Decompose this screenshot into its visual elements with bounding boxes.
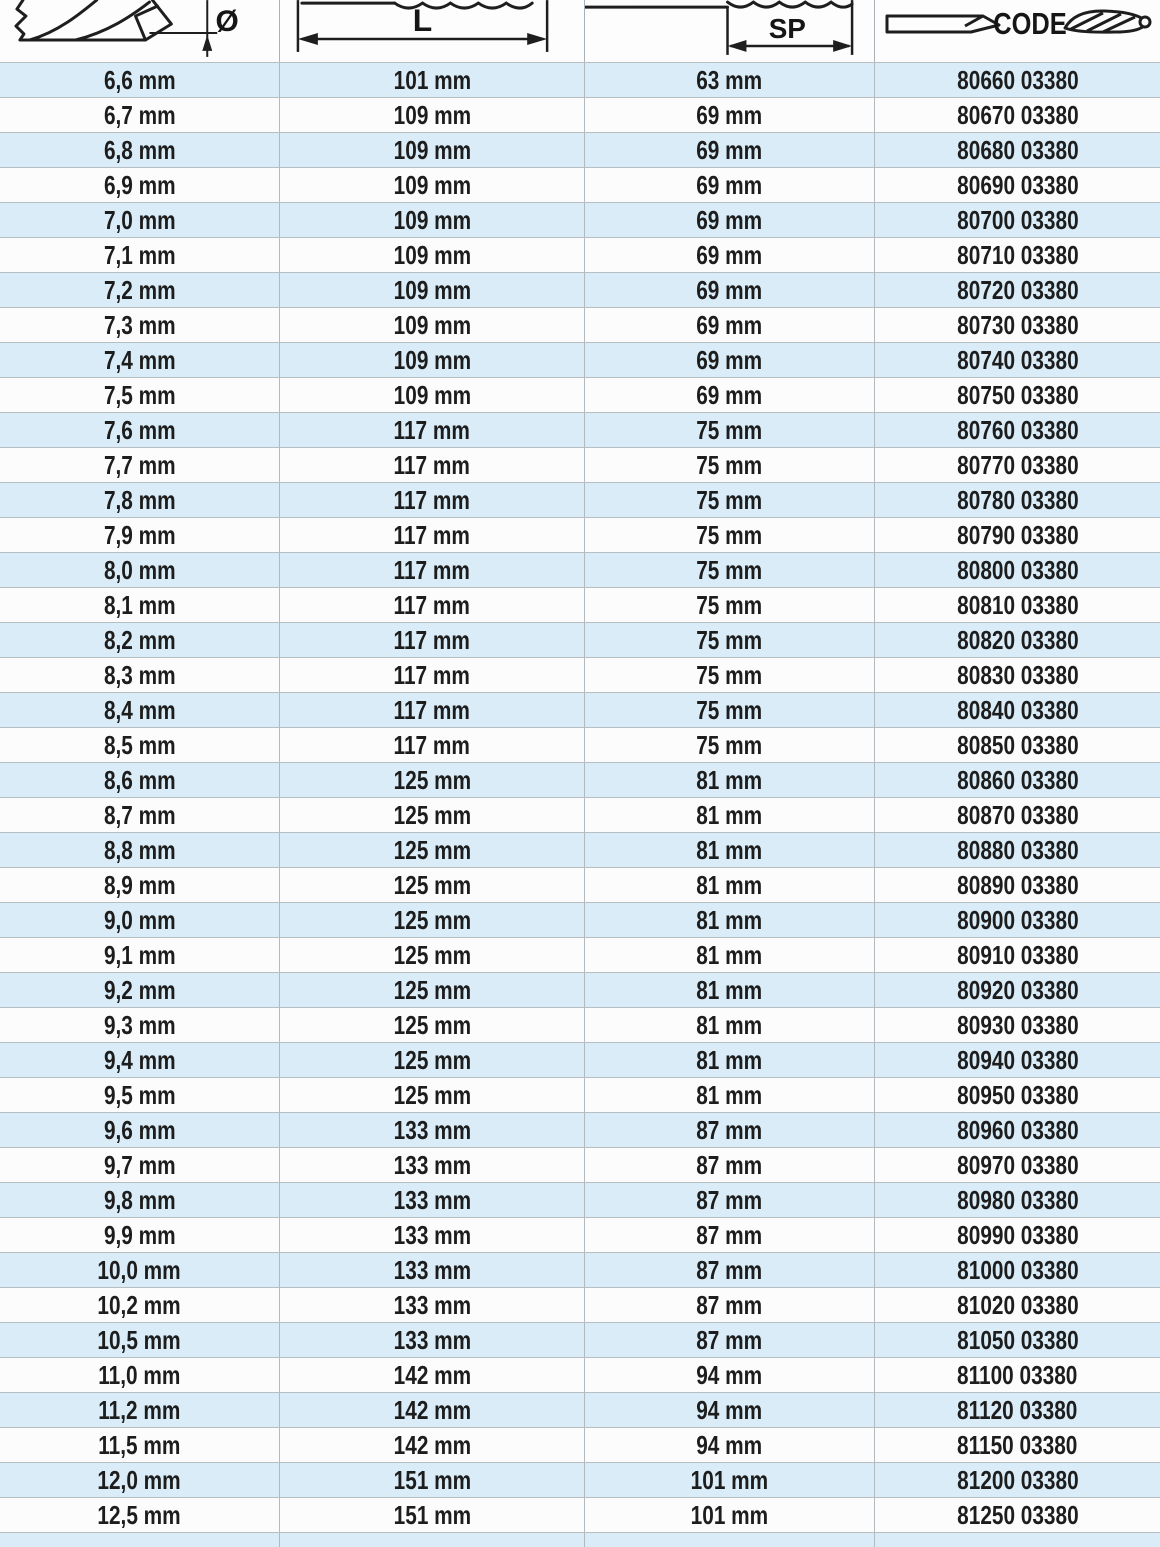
diameter-cell: 8,9 mm — [0, 868, 280, 902]
length-cell: 117 mm — [280, 693, 585, 727]
spec-row — [0, 867, 1160, 902]
diameter-cell: 8,5 mm — [0, 728, 280, 762]
code-cell: 80850 03380 — [956, 729, 1079, 760]
spiral-length-cell: 75 mm — [585, 553, 875, 587]
code-label: CODE — [993, 6, 1067, 42]
spec-row — [0, 1287, 1160, 1322]
spec-row — [0, 482, 1160, 517]
spiral-length-cell: 75 mm — [585, 588, 875, 622]
length-cell: 142 mm — [280, 1428, 585, 1462]
length-cell: 125 mm — [280, 1008, 585, 1042]
code-cell: 80670 03380 — [956, 99, 1079, 130]
spec-row — [0, 727, 1160, 762]
code-cell: 80800 03380 — [956, 554, 1079, 585]
spiral-length-cell: 75 mm — [585, 413, 875, 447]
diameter-cell: 9,0 mm — [0, 903, 280, 937]
diameter-cell: 7,2 mm — [0, 273, 280, 307]
spiral-length-cell: 81 mm — [585, 973, 875, 1007]
length-cell: 133 mm — [280, 1113, 585, 1147]
code-cell: 80760 03380 — [956, 414, 1079, 445]
spiral-length-cell: 101 mm — [585, 1498, 875, 1532]
length-cell: 109 mm — [280, 378, 585, 412]
spiral-length-cell: 69 mm — [585, 308, 875, 342]
spiral-length-cell: 75 mm — [585, 518, 875, 552]
spec-row — [0, 692, 1160, 727]
spec-row — [0, 622, 1160, 657]
code-cell: 80840 03380 — [956, 694, 1079, 725]
code-cell: 80870 03380 — [956, 799, 1079, 830]
spiral-length-cell: 69 mm — [585, 133, 875, 167]
drill-diameter-icon — [0, 0, 279, 62]
code-cell: 80730 03380 — [956, 309, 1079, 340]
spiral-length-cell: 69 mm — [585, 238, 875, 272]
spiral-length-cell: 87 mm — [585, 1148, 875, 1182]
code-cell: 80880 03380 — [956, 834, 1079, 865]
code-cell: 81120 03380 — [957, 1394, 1078, 1425]
code-cell: 80770 03380 — [956, 449, 1079, 480]
spec-row — [0, 902, 1160, 937]
spiral-length-cell: 75 mm — [585, 658, 875, 692]
diameter-cell: 7,6 mm — [0, 413, 280, 447]
spec-row — [0, 1427, 1160, 1462]
length-cell: 125 mm — [280, 903, 585, 937]
diameter-cell: 8,3 mm — [0, 658, 280, 692]
spec-row — [0, 1322, 1160, 1357]
diameter-cell: 8,1 mm — [0, 588, 280, 622]
diameter-cell: 9,4 mm — [0, 1043, 280, 1077]
spec-row — [0, 1217, 1160, 1252]
spiral-length-cell: 75 mm — [585, 728, 875, 762]
diameter-cell: 8,7 mm — [0, 798, 280, 832]
diameter-cell — [0, 1533, 280, 1547]
spiral-length-cell: 69 mm — [585, 273, 875, 307]
diameter-cell: 6,6 mm — [0, 63, 280, 97]
spec-row — [0, 447, 1160, 482]
diameter-cell: 8,0 mm — [0, 553, 280, 587]
spiral-length-cell: 81 mm — [585, 763, 875, 797]
code-cell: 81150 03380 — [957, 1429, 1078, 1460]
code-cell: 81050 03380 — [956, 1324, 1079, 1355]
spec-row — [0, 377, 1160, 412]
diameter-cell: 9,8 mm — [0, 1183, 280, 1217]
diameter-cell: 7,8 mm — [0, 483, 280, 517]
spiral-length-cell: 94 mm — [585, 1358, 875, 1392]
spiral-length-cell: 87 mm — [585, 1218, 875, 1252]
diameter-cell: 6,8 mm — [0, 133, 280, 167]
table-header — [0, 0, 1160, 62]
code-cell: 80820 03380 — [956, 624, 1079, 655]
length-cell — [280, 1533, 585, 1547]
code-cell: 80970 03380 — [956, 1149, 1079, 1180]
code-cell: 80900 03380 — [956, 904, 1079, 935]
length-cell: 117 mm — [280, 588, 585, 622]
drill-code-icon — [875, 0, 1160, 62]
length-cell: 151 mm — [280, 1463, 585, 1497]
spec-row — [0, 307, 1160, 342]
diameter-column-header — [0, 0, 280, 62]
spec-row — [0, 587, 1160, 622]
diameter-cell: 11,5 mm — [0, 1428, 280, 1462]
spiral-length-cell: 87 mm — [585, 1113, 875, 1147]
spiral-symbol-label: SP — [768, 12, 806, 44]
diameter-cell: 6,9 mm — [0, 168, 280, 202]
length-cell: 109 mm — [280, 343, 585, 377]
length-cell: 109 mm — [280, 168, 585, 202]
code-cell: 80910 03380 — [956, 939, 1079, 970]
diameter-cell: 9,3 mm — [0, 1008, 280, 1042]
code-cell: 80720 03380 — [956, 274, 1079, 305]
spec-row — [0, 1112, 1160, 1147]
code-cell: 80860 03380 — [956, 764, 1079, 795]
code-cell: 80700 03380 — [956, 204, 1079, 235]
length-cell: 133 mm — [280, 1253, 585, 1287]
spec-row — [0, 202, 1160, 237]
drill-length-icon — [280, 0, 584, 62]
length-cell: 142 mm — [280, 1358, 585, 1392]
spiral-length-cell: 69 mm — [585, 343, 875, 377]
diameter-cell: 9,7 mm — [0, 1148, 280, 1182]
length-cell: 109 mm — [280, 133, 585, 167]
code-cell: 81200 03380 — [956, 1464, 1079, 1495]
code-cell: 81250 03380 — [956, 1499, 1079, 1530]
diameter-cell: 9,1 mm — [0, 938, 280, 972]
diameter-cell: 12,0 mm — [0, 1463, 280, 1497]
diameter-cell: 7,5 mm — [0, 378, 280, 412]
spiral-length-cell: 87 mm — [585, 1183, 875, 1217]
length-cell: 133 mm — [280, 1323, 585, 1357]
diameter-cell: 9,5 mm — [0, 1078, 280, 1112]
spiral-length-cell: 75 mm — [585, 483, 875, 517]
length-cell: 125 mm — [280, 1078, 585, 1112]
spiral-length-cell: 94 mm — [585, 1428, 875, 1462]
spiral-length-cell: 63 mm — [585, 63, 875, 97]
drill-spiral-icon — [585, 0, 874, 62]
spec-row — [0, 1182, 1160, 1217]
length-cell: 109 mm — [280, 203, 585, 237]
code-cell: 80690 03380 — [956, 169, 1079, 200]
table-body — [0, 62, 1160, 1532]
length-column-header — [280, 0, 585, 62]
length-cell: 109 mm — [280, 98, 585, 132]
code-column-header — [875, 0, 1160, 62]
spec-row — [0, 1462, 1160, 1497]
length-cell: 133 mm — [280, 1288, 585, 1322]
length-cell: 117 mm — [280, 728, 585, 762]
spiral-length-cell: 81 mm — [585, 868, 875, 902]
diameter-cell: 10,0 mm — [0, 1253, 280, 1287]
diameter-cell: 9,2 mm — [0, 973, 280, 1007]
code-cell: 80810 03380 — [956, 589, 1079, 620]
diameter-cell: 7,4 mm — [0, 343, 280, 377]
spec-row — [0, 1392, 1160, 1427]
diameter-cell: 7,7 mm — [0, 448, 280, 482]
spec-row — [0, 552, 1160, 587]
spec-row — [0, 832, 1160, 867]
spiral-length-cell — [585, 1533, 875, 1547]
spiral-column-header — [585, 0, 875, 62]
spiral-length-cell: 101 mm — [585, 1463, 875, 1497]
length-cell: 109 mm — [280, 273, 585, 307]
spiral-length-cell: 69 mm — [585, 168, 875, 202]
diameter-cell: 8,2 mm — [0, 623, 280, 657]
length-cell: 117 mm — [280, 623, 585, 657]
code-cell: 80780 03380 — [956, 484, 1079, 515]
length-cell: 117 mm — [280, 448, 585, 482]
spec-row — [0, 937, 1160, 972]
code-cell: 81020 03380 — [956, 1289, 1079, 1320]
code-cell: 80660 03380 — [956, 64, 1079, 95]
code-cell: 80890 03380 — [956, 869, 1079, 900]
diameter-cell: 8,8 mm — [0, 833, 280, 867]
spec-row — [0, 1042, 1160, 1077]
length-symbol-label: L — [412, 2, 433, 39]
length-cell: 117 mm — [280, 553, 585, 587]
spiral-length-cell: 75 mm — [585, 448, 875, 482]
length-cell: 109 mm — [280, 308, 585, 342]
spec-row — [0, 97, 1160, 132]
spec-row — [0, 1077, 1160, 1112]
code-cell: 80990 03380 — [956, 1219, 1079, 1250]
length-cell: 133 mm — [280, 1148, 585, 1182]
diameter-cell: 9,6 mm — [0, 1113, 280, 1147]
diameter-cell: 8,4 mm — [0, 693, 280, 727]
spiral-length-cell: 81 mm — [585, 1008, 875, 1042]
spec-row — [0, 797, 1160, 832]
spiral-length-cell: 75 mm — [585, 623, 875, 657]
spec-row — [0, 1147, 1160, 1182]
spiral-length-cell: 87 mm — [585, 1288, 875, 1322]
diameter-cell: 12,5 mm — [0, 1498, 280, 1532]
spiral-length-cell: 81 mm — [585, 1078, 875, 1112]
length-cell: 133 mm — [280, 1218, 585, 1252]
diameter-cell: 7,9 mm — [0, 518, 280, 552]
code-cell: 80740 03380 — [956, 344, 1079, 375]
spec-row — [0, 1497, 1160, 1532]
diameter-cell: 7,0 mm — [0, 203, 280, 237]
diameter-cell: 8,6 mm — [0, 763, 280, 797]
spec-row — [0, 657, 1160, 692]
diameter-cell: 7,3 mm — [0, 308, 280, 342]
length-cell: 125 mm — [280, 1043, 585, 1077]
spec-row — [0, 517, 1160, 552]
code-cell: 80920 03380 — [956, 974, 1079, 1005]
spec-row — [0, 237, 1160, 272]
spec-row — [0, 167, 1160, 202]
length-cell: 133 mm — [280, 1183, 585, 1217]
spiral-length-cell: 87 mm — [585, 1323, 875, 1357]
diameter-cell: 7,1 mm — [0, 238, 280, 272]
code-cell: 80680 03380 — [956, 134, 1079, 165]
spiral-length-cell: 69 mm — [585, 203, 875, 237]
length-cell: 125 mm — [280, 868, 585, 902]
diameter-cell: 10,5 mm — [0, 1323, 280, 1357]
length-cell: 125 mm — [280, 973, 585, 1007]
code-cell: 80830 03380 — [956, 659, 1079, 690]
diameter-cell: 11,2 mm — [0, 1393, 280, 1427]
spiral-length-cell: 87 mm — [585, 1253, 875, 1287]
length-cell: 117 mm — [280, 483, 585, 517]
length-cell: 117 mm — [280, 518, 585, 552]
spiral-length-cell: 69 mm — [585, 378, 875, 412]
length-cell: 125 mm — [280, 798, 585, 832]
spec-row — [0, 342, 1160, 377]
spiral-length-cell: 94 mm — [585, 1393, 875, 1427]
spec-row — [0, 412, 1160, 447]
code-cell: 81000 03380 — [956, 1254, 1079, 1285]
spec-row — [0, 1357, 1160, 1392]
code-cell — [875, 1533, 1160, 1547]
length-cell: 125 mm — [280, 938, 585, 972]
code-cell: 80940 03380 — [956, 1044, 1079, 1075]
spec-row — [0, 272, 1160, 307]
length-cell: 125 mm — [280, 763, 585, 797]
diameter-symbol-label: Ø — [215, 4, 239, 38]
spec-row — [0, 972, 1160, 1007]
diameter-cell: 6,7 mm — [0, 98, 280, 132]
length-cell: 117 mm — [280, 413, 585, 447]
code-cell: 81100 03380 — [957, 1359, 1078, 1390]
code-cell: 80930 03380 — [956, 1009, 1079, 1040]
spec-row — [0, 1252, 1160, 1287]
spiral-length-cell: 81 mm — [585, 938, 875, 972]
diameter-cell: 10,2 mm — [0, 1288, 280, 1322]
spiral-length-cell: 81 mm — [585, 833, 875, 867]
spec-row — [0, 762, 1160, 797]
partial-row — [0, 1532, 1160, 1547]
spiral-length-cell: 69 mm — [585, 98, 875, 132]
length-cell: 101 mm — [280, 63, 585, 97]
length-cell: 109 mm — [280, 238, 585, 272]
spec-row — [0, 1007, 1160, 1042]
spiral-length-cell: 81 mm — [585, 903, 875, 937]
code-cell: 80980 03380 — [956, 1184, 1079, 1215]
code-cell: 80710 03380 — [956, 239, 1079, 270]
code-cell: 80960 03380 — [956, 1114, 1079, 1145]
spiral-length-cell: 75 mm — [585, 693, 875, 727]
spec-row — [0, 132, 1160, 167]
length-cell: 151 mm — [280, 1498, 585, 1532]
code-cell: 80750 03380 — [956, 379, 1079, 410]
diameter-cell: 9,9 mm — [0, 1218, 280, 1252]
diameter-cell: 11,0 mm — [0, 1358, 280, 1392]
spiral-length-cell: 81 mm — [585, 1043, 875, 1077]
length-cell: 125 mm — [280, 833, 585, 867]
code-cell: 80790 03380 — [956, 519, 1079, 550]
length-cell: 117 mm — [280, 658, 585, 692]
spec-row — [0, 62, 1160, 97]
length-cell: 142 mm — [280, 1393, 585, 1427]
code-cell: 80950 03380 — [956, 1079, 1079, 1110]
spiral-length-cell: 81 mm — [585, 798, 875, 832]
